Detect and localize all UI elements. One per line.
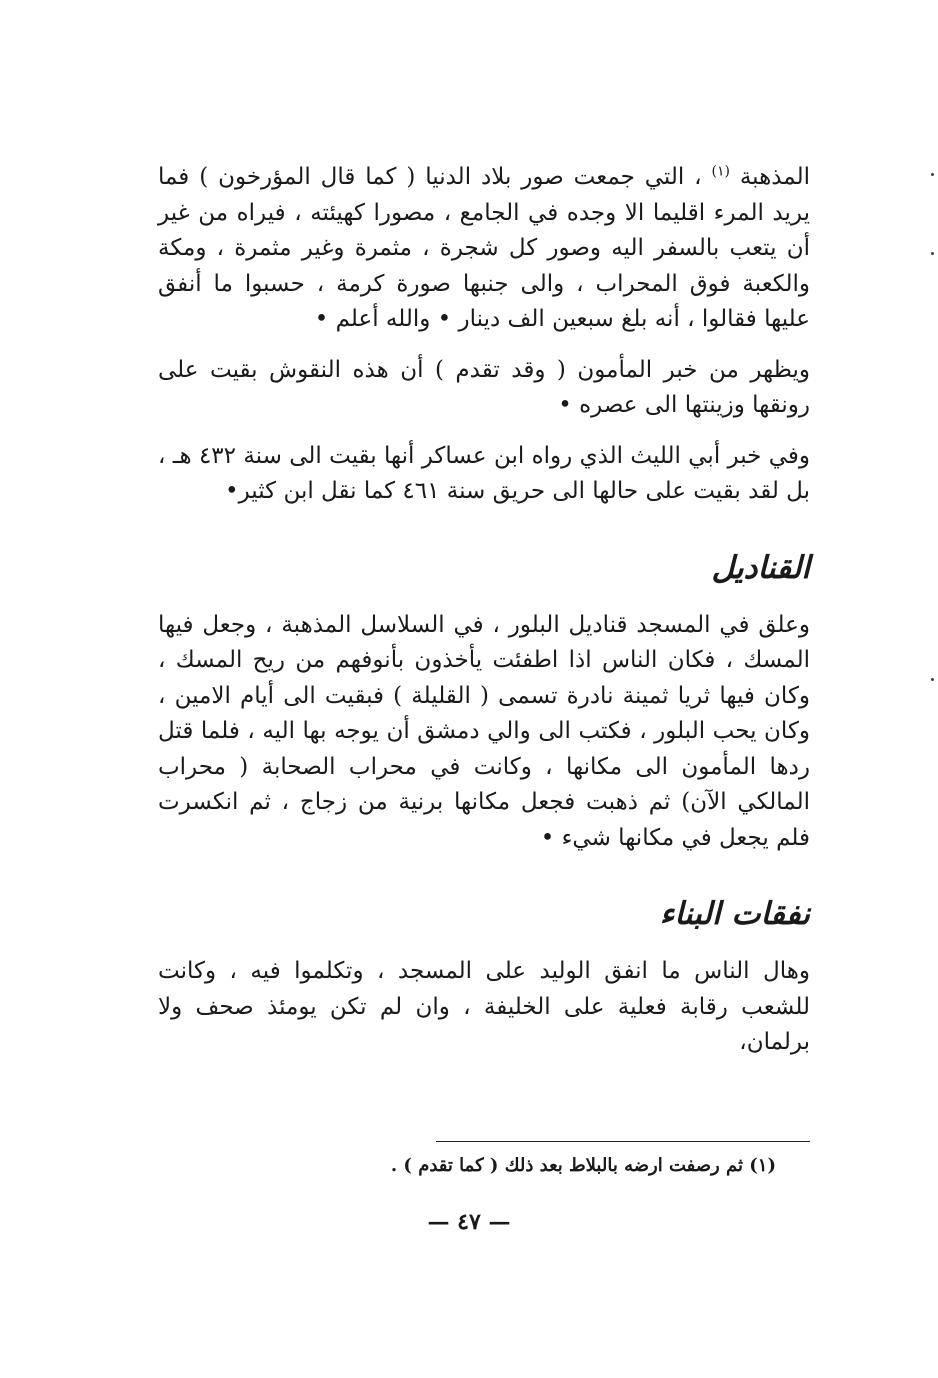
page-body — [158, 160, 810, 1061]
paragraph-5: وهال الناس ما انفق الوليد على المسجد ، وتكلموا فيه ، وكانت للشعب رقابة فعلية على الخليفة ، وان لم تكن يومئذ صحف ولا برلمان، — [158, 958, 810, 1055]
section-heading-lamps: القناديل — [711, 549, 810, 586]
footnote-reference[interactable]: (١) — [711, 163, 730, 180]
section-heading-construction-costs: نفقات البناء — [659, 896, 810, 932]
margin-mark — [931, 173, 934, 176]
paragraph-3: وفي خبر أبي الليث الذي رواه ابن عساكر أنها بقيت الى سنة ٤٣٢ هـ ، بل لقد بقيت على حالها الى حريق سنة ٤٦١ كما نقل ابن كثير• — [158, 442, 810, 504]
margin-mark — [931, 678, 934, 681]
paragraph-1-rest: ، التي جمعت صور بلاد الدنيا ( كما قال المؤرخون ) فما يريد المرء اقليما الا وجده في الجامع ، مصورا كهيئته ، فيراه من غير أن يتعب بالسفر اليه وصور كل شجرة ، مثمرة وغير مثمرة ، ومكة والكعبة فوق المحراب ، والى جنبها صورة كرمة ، حسبوا ما أنفق عليها فقالوا ، أنه بلغ سبعين الف دينار • والله أعلم • — [158, 164, 810, 332]
paragraph-1 — [158, 160, 810, 338]
paragraph-4: وعلق في المسجد قناديل البلور ، في السلاسل المذهبة ، وجعل فيها المسك ، فكان الناس اذا اطفئت يأخذون بأنوفهم من ريح المسك ، وكان فيها ثريا ثمينة نادرة تسمى ( القليلة ) فبقيت الى أيام الامين ، وكان يحب البلور ، فكتب الى والي دمشق أن يوجه بها اليه ، فلما قتل ردها المأمون الى مكانها ، وكانت في محراب الصحابة ( محراب المالكي الآن) ثم ذهبت فجعل مكانها برنية من زجاج ، ثم انكسرت فلم يجعل في مكانها شيء • — [158, 611, 810, 851]
margin-mark — [931, 252, 934, 255]
paragraph-1-start: المذهبة — [729, 164, 811, 190]
footnote-divider — [436, 1141, 810, 1142]
paragraph-2: ويظهر من خبر المأمون ( وقد تقدم ) أن هذه النقوش بقيت على رونقها وزينتها الى عصره • — [158, 356, 810, 418]
footnote: (١) ثم رصفت ارضه بالبلاط بعد ذلك ( كما تقدم ) . — [390, 1155, 776, 1176]
page-number: — ٤٧ — — [427, 1209, 511, 1235]
